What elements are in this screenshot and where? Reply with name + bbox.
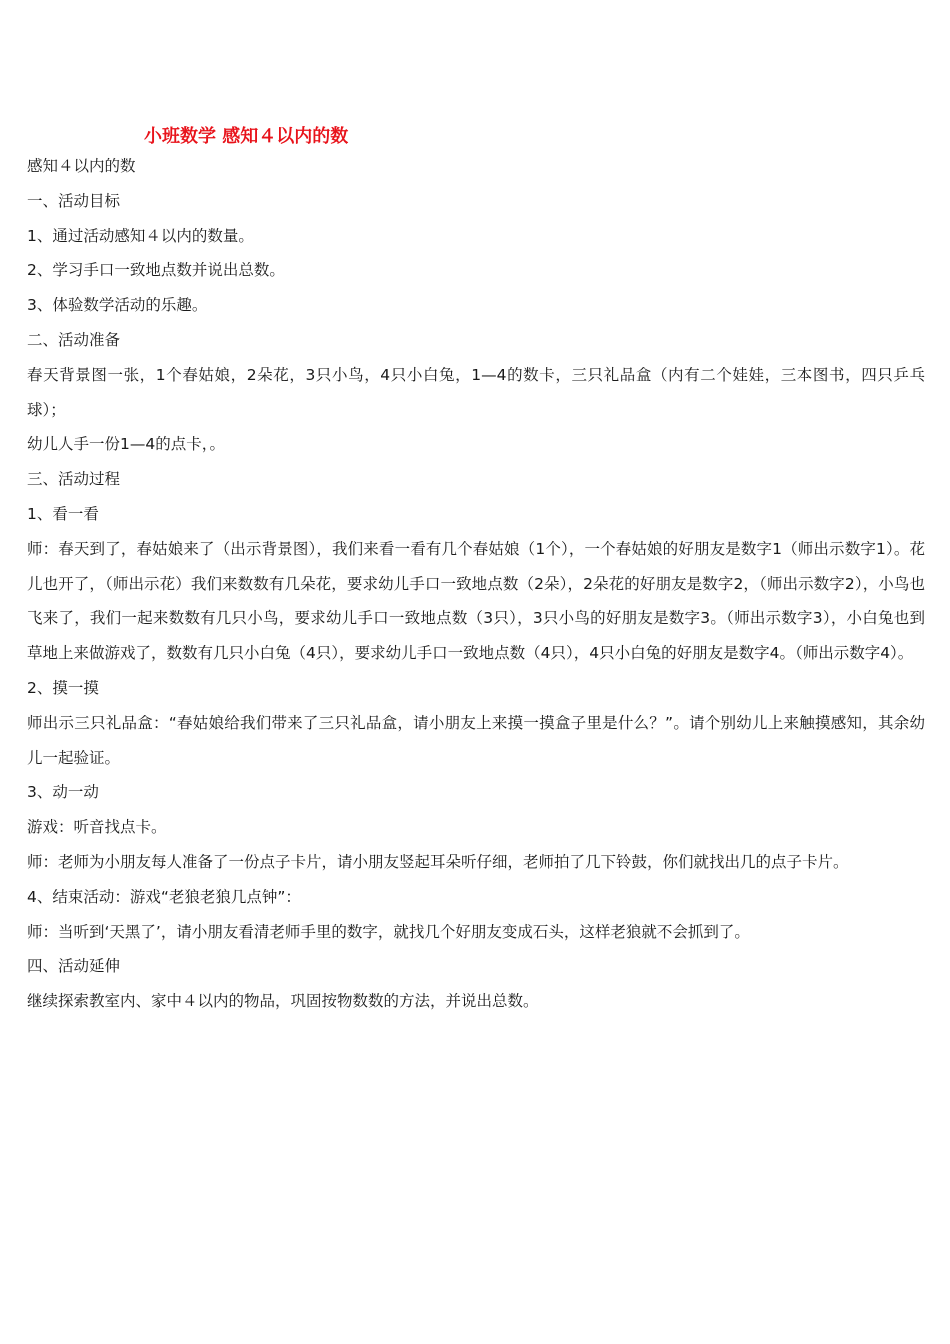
section-heading-goals: 一、活动目标 — [27, 191, 121, 210]
process-step-4-heading: 4、结束活动：游戏“老狼老狼几点钟”： — [27, 887, 301, 906]
process-step-2-paragraph: 师出示三只礼品盒：“春姑娘给我们带来了三只礼品盒，请小朋友上来摸一摸盒子里是什么？”。请个别幼儿上来触摸感知，其余幼儿一起验证。 — [27, 713, 925, 767]
goal-item-1: 1、通过活动感知４以内的数量。 — [27, 226, 254, 245]
document-title: 小班数学 感知４以内的数 — [144, 126, 349, 147]
process-step-1-paragraph: 师：春天到了，春姑娘来了（出示背景图），我们来看一看有几个春姑娘（1个），一个春姑娘的好朋友是数字1（师出示数字1）。花儿也开了，（师出示花）我们来数数有几朵花，要求幼儿手口一致地点数（2朵），2朵花的好朋友是数字2，（师出示数字2），小鸟也飞来了，我们一起来数数有几只小鸟，要求幼儿手口一致地点数（3只），3只小鸟的好朋友是数字3。（师出示数字3），小白兔也到草地上来做游戏了，数数有几只小白兔（4只），要求幼儿手口一致地点数（4只），4只小白兔的好朋友是数字4。（师出示数字4）。 — [27, 539, 925, 663]
document-body — [27, 149, 925, 1019]
process-step-3-heading: 3、动一动 — [27, 783, 99, 802]
section-heading-process: 三、活动过程 — [27, 470, 121, 489]
section-heading-extension: 四、活动延伸 — [27, 957, 121, 976]
process-step-1-heading: 1、看一看 — [27, 504, 99, 523]
preparation-materials-paragraph: 春天背景图一张，1个春姑娘，2朵花，3只小鸟，4只小白兔，1—4的数卡，三只礼品盒（内有二个娃娃，三本图书，四只乒乓球）； — [27, 365, 925, 419]
process-step-3-paragraph: 师：老师为小朋友每人准备了一份点子卡片，请小朋友竖起耳朵听仔细，老师拍了几下铃鼓，你们就找出几的点子卡片。 — [27, 852, 849, 871]
section-heading-preparation: 二、活动准备 — [27, 330, 121, 349]
goal-item-3: 3、体验数学活动的乐趣。 — [27, 296, 208, 315]
extension-paragraph: 继续探索教室内、家中４以内的物品，巩固按物数数的方法，并说出总数。 — [27, 992, 539, 1011]
goal-item-2: 2、学习手口一致地点数并说出总数。 — [27, 261, 285, 280]
preparation-cards-paragraph: 幼儿人手一份1—4的点卡，。 — [27, 435, 225, 454]
process-step-2-heading: 2、摸一摸 — [27, 678, 99, 697]
process-step-3-game-paragraph: 游戏：听音找点卡。 — [27, 818, 167, 837]
subtitle-paragraph: 感知４以内的数 — [27, 157, 136, 175]
process-step-4-paragraph: 师：当听到‘天黑了’，请小朋友看清老师手里的数字，就找几个好朋友变成石头，这样老狼就不会抓到了。 — [27, 922, 750, 941]
